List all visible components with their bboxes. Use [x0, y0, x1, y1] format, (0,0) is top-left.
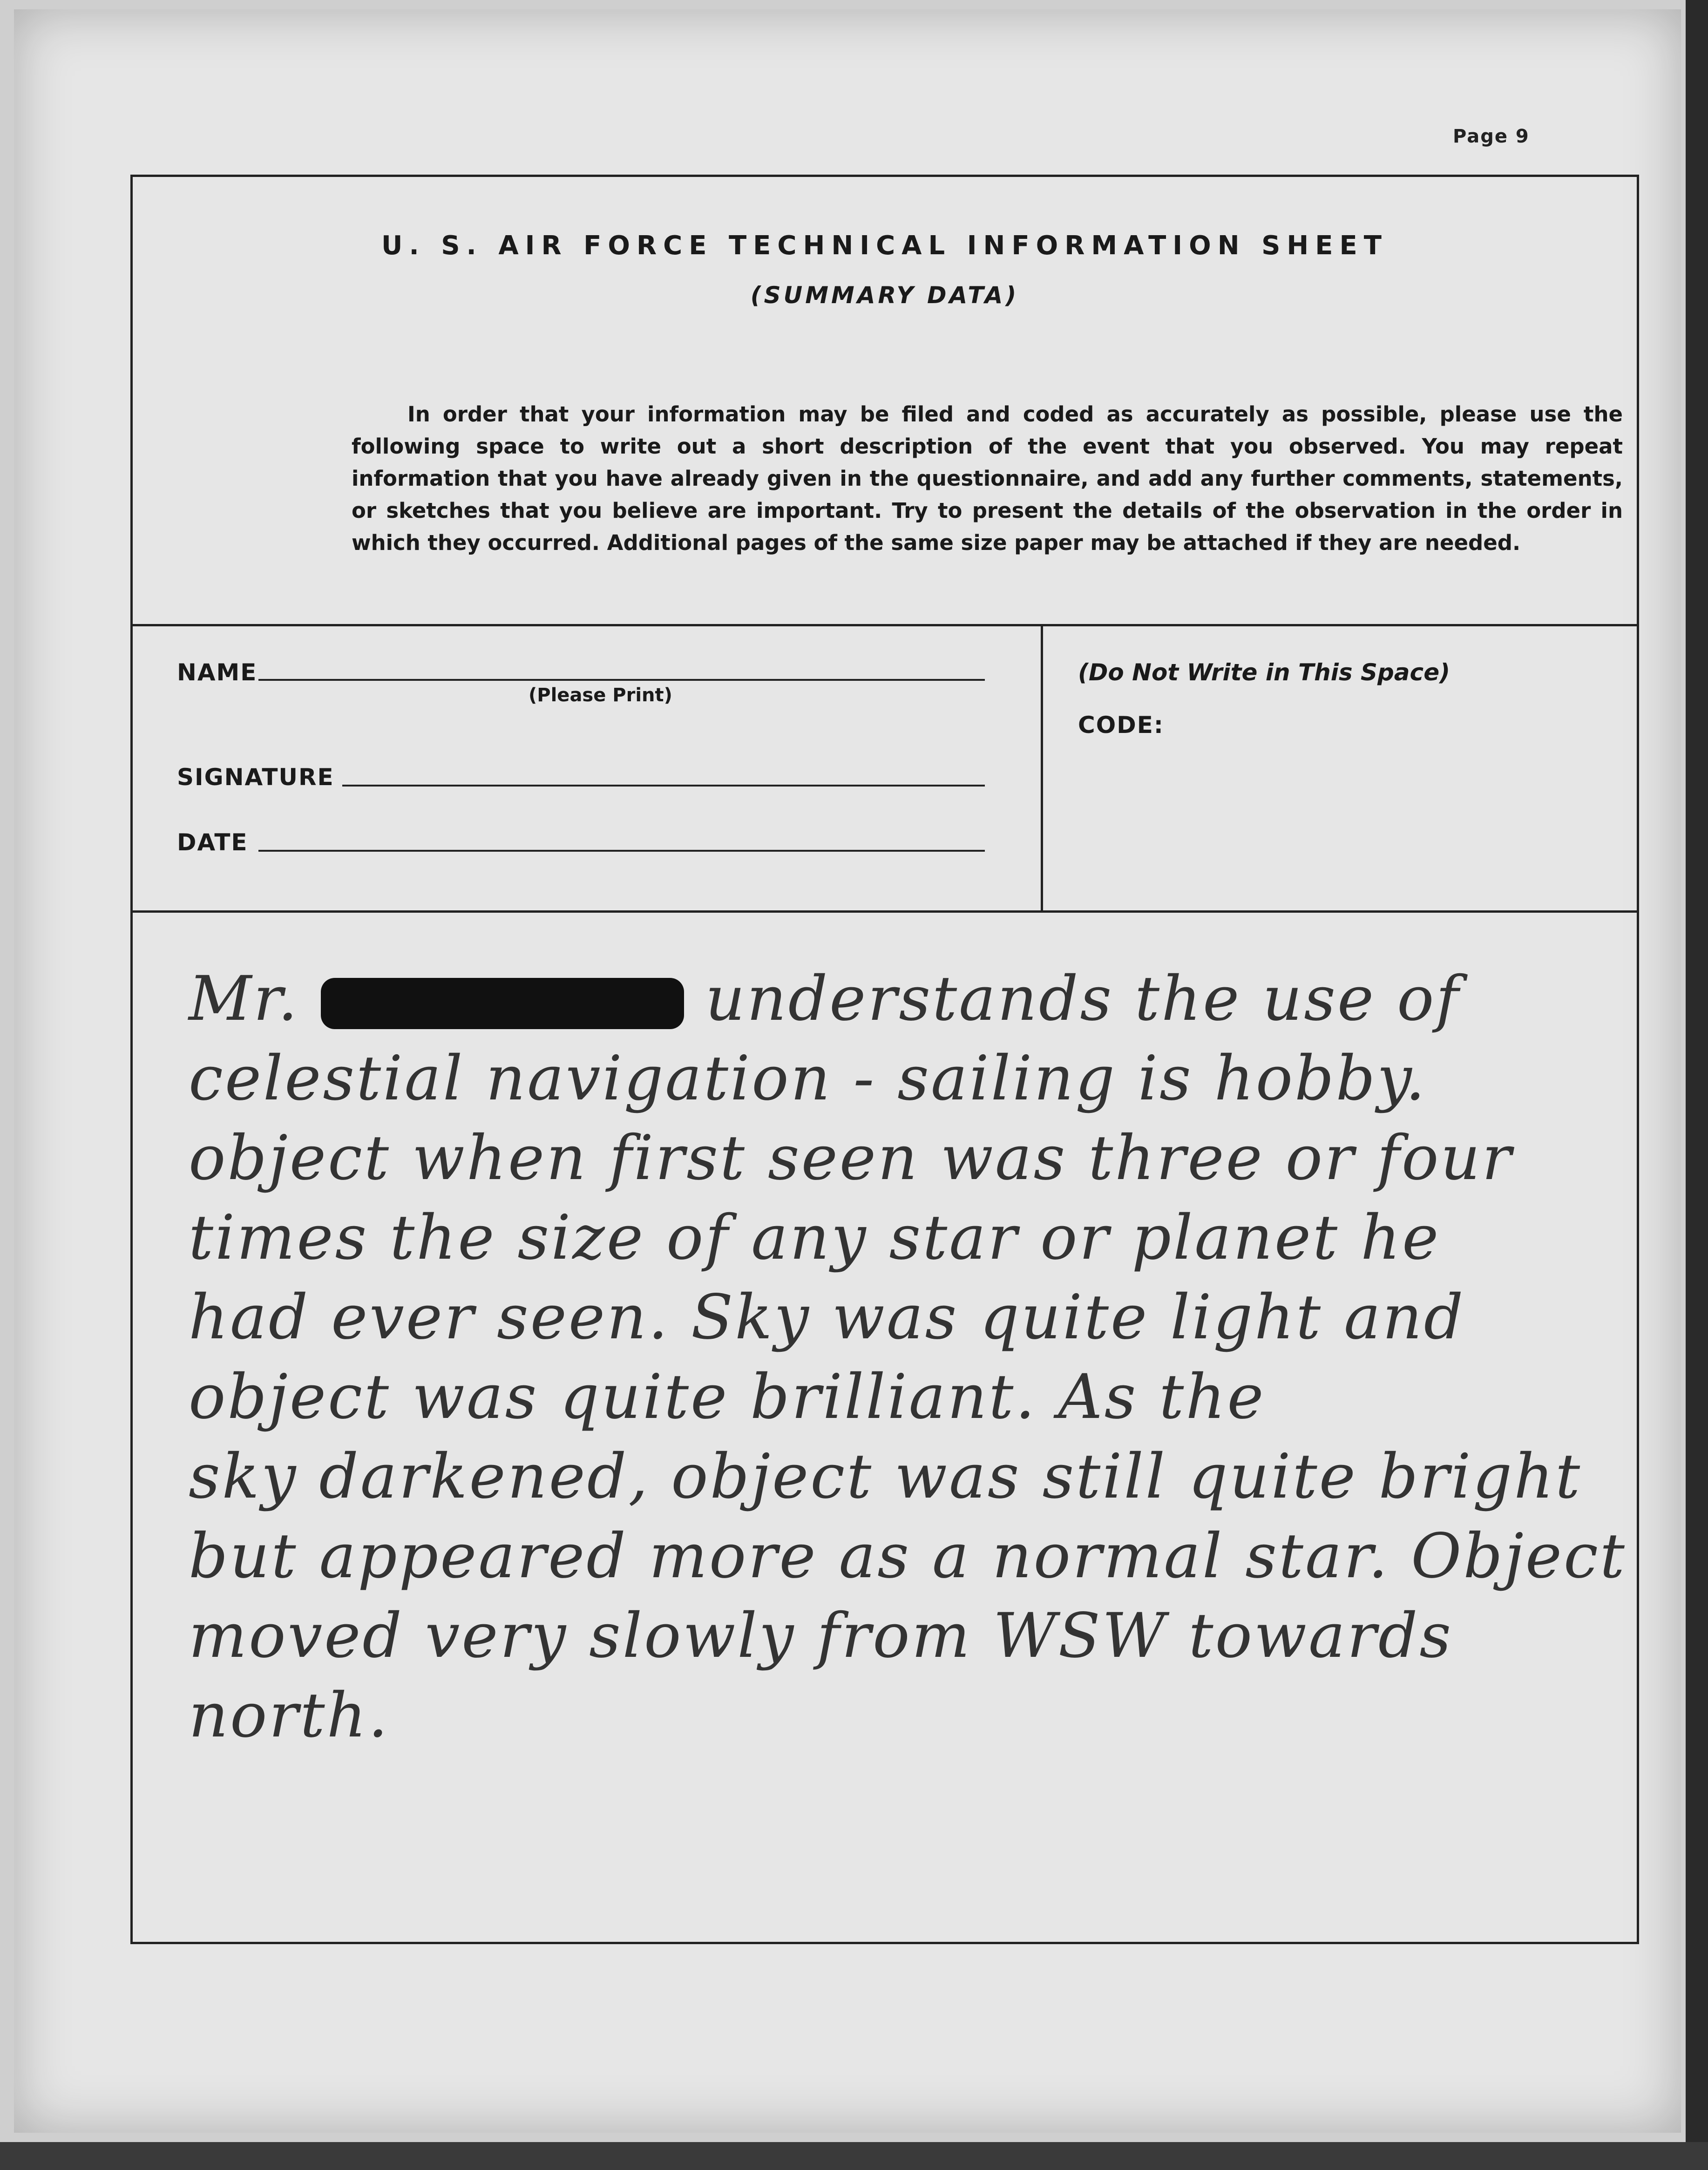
- scan-edge-bottom: [0, 2142, 1708, 2170]
- scan-edge-right: [1686, 0, 1708, 2170]
- information-sheet-form: [130, 175, 1639, 1944]
- name-field[interactable]: [258, 679, 985, 681]
- form-instructions: In order that your information may be filed and coded as accurately as possible, please use the following space to write out a short description of the event that you observed. You may repeat information that you have already given in the questionnaire, and add any further comments, statements, or sketches that you believe are important. Try to present the details of the observation in the order in which they occurred. Additional pages of the same size paper may be attached if they are needed.: [352, 402, 1623, 555]
- code-label: CODE:: [1078, 712, 1164, 739]
- redaction-bar: [321, 978, 684, 1029]
- name-label: NAME: [177, 659, 258, 686]
- narrative-line: celestial navigation - sailing is hobby.: [189, 1043, 1427, 1114]
- date-label: DATE: [177, 829, 248, 856]
- narrative-line: north.: [189, 1680, 390, 1751]
- signature-field[interactable]: [342, 785, 985, 787]
- narrative-line: object was quite brilliant. As the: [189, 1361, 1266, 1433]
- narrative-line: moved very slowly from WSW towards: [189, 1600, 1453, 1672]
- form-subtitle: (SUMMARY DATA): [750, 282, 1019, 309]
- narrative-line: but appeared more as a normal star. Object: [189, 1520, 1627, 1592]
- narrative-line: sky darkened, object was still quite bright: [189, 1441, 1582, 1512]
- name-hint: (Please Print): [529, 685, 672, 706]
- narrative-line: Mr. understands the use of: [189, 963, 1461, 1035]
- divider-top: [133, 624, 1637, 626]
- date-field[interactable]: [258, 850, 985, 852]
- office-use-note: (Do Not Write in This Space): [1078, 659, 1450, 686]
- page-number: Page 9: [1453, 126, 1530, 147]
- narrative-line: had ever seen. Sky was quite light and: [189, 1282, 1465, 1353]
- signature-label: SIGNATURE: [177, 764, 334, 791]
- narrative-line: object when first seen was three or four: [189, 1122, 1513, 1194]
- narrative-line: times the size of any star or planet he: [189, 1202, 1441, 1274]
- divider-bottom: [133, 910, 1637, 913]
- form-title: U. S. AIR FORCE TECHNICAL INFORMATION SHEET: [381, 231, 1388, 261]
- divider-vertical: [1041, 624, 1043, 913]
- handwritten-narrative: [189, 959, 1627, 1756]
